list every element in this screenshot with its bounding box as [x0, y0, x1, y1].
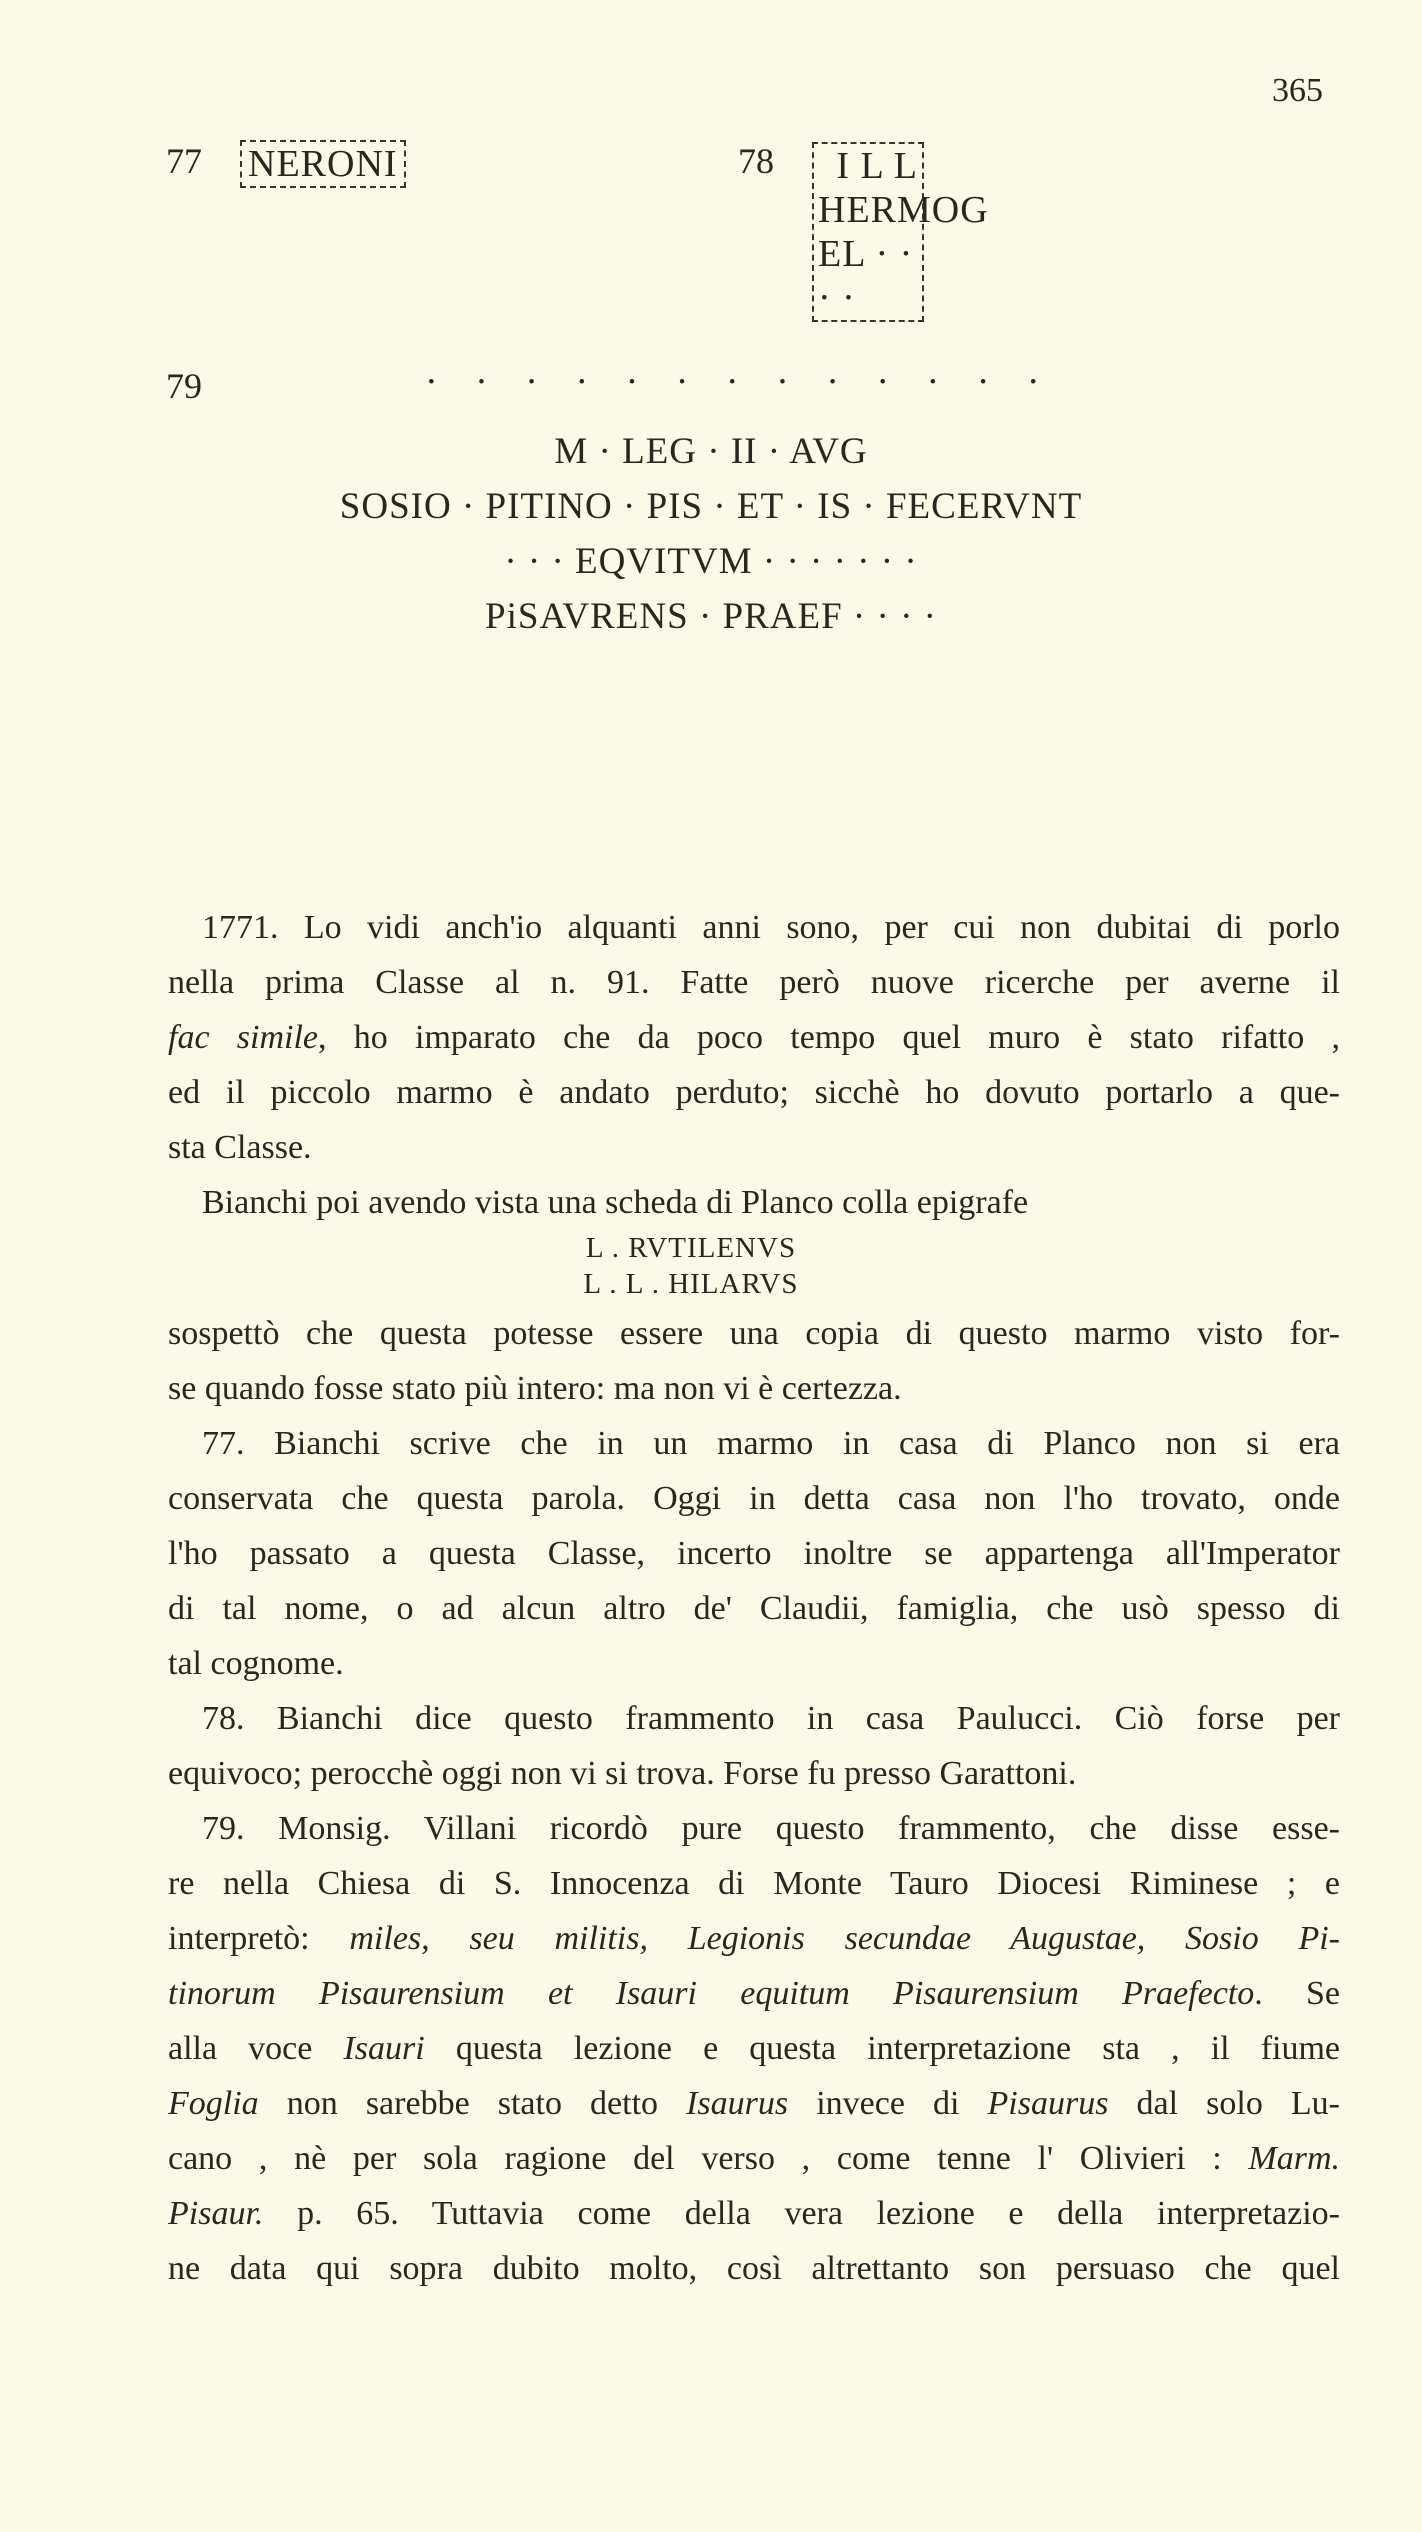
inscription-78-fragment	[812, 142, 989, 322]
text-line	[168, 1120, 1340, 1175]
page-number: 365	[1272, 72, 1323, 109]
italic-text: Isauri	[343, 2030, 425, 2067]
inscription-79-dots: · · · · · · · · · · · · ·	[425, 361, 1054, 403]
italic-text: fac simile	[168, 1019, 319, 1056]
text-segment: nella prima Classe al n. 91. Fatte però nuove ricerche per averne il	[168, 964, 1340, 1001]
text-line	[168, 1065, 1340, 1120]
text-segment: 1771. Lo vidi anch'io alquanti anni sono, per cui non dubitai di porlo	[202, 909, 1340, 946]
text-segment: Bianchi poi avendo vista una scheda di Planco colla epigrafe	[202, 1184, 1029, 1221]
italic-text: Pisaur.	[168, 2195, 264, 2232]
text-segment: tal cognome.	[168, 1645, 344, 1682]
inscription-77-number: 77	[166, 141, 202, 181]
text-line	[168, 2186, 1340, 2241]
inscription-79-line: PiSAVRENS · PRAEF · · · ·	[485, 596, 937, 637]
italic-text: Foglia	[168, 2085, 259, 2122]
text-segment: equivoco; perocchè oggi non vi si trova. Forse fu presso Garattoni.	[168, 1755, 1077, 1792]
text-segment: 79. Monsig. Villani ricordò pure questo frammento, che disse esse-	[202, 1810, 1340, 1847]
text-line	[168, 1526, 1340, 1581]
text-segment: ne data qui sopra dubito molto, così altrettanto son persuaso che quel	[168, 2250, 1340, 2287]
inscription-79-number: 79	[166, 366, 202, 406]
italic-text: Pisaurus	[987, 2085, 1109, 2122]
text-line	[168, 2241, 1340, 2296]
text-segment: interpretò:	[168, 1920, 350, 1957]
inscription-78-line: HERMOG	[818, 189, 989, 231]
text-line	[168, 1175, 1340, 1230]
text-line	[168, 1691, 1340, 1746]
italic-text: Isaurus	[686, 2085, 789, 2122]
text-segment: 78. Bianchi dice questo frammento in casa Paulucci. Ciò forse per	[202, 1700, 1340, 1737]
text-line	[168, 1636, 1340, 1691]
inscription-78-line: I L L	[836, 145, 918, 187]
text-segment: . Se	[1254, 1975, 1341, 2012]
text-line	[168, 1416, 1340, 1471]
planco-inscription-line: L . RVTILENVS	[585, 1232, 797, 1264]
text-segment: di tal nome, o ad alcun altro de' Claudii, famiglia, che usò spesso di	[168, 1590, 1340, 1627]
inscription-78-number: 78	[738, 141, 774, 181]
text-segment: invece di	[788, 2085, 988, 2122]
text-line	[168, 1010, 1340, 1065]
text-line	[168, 2131, 1340, 2186]
text-segment: dal solo Lu-	[1108, 2085, 1340, 2122]
inscription-79-line: M · LEG · II · AVG	[554, 431, 868, 472]
text-block-1771	[168, 900, 1340, 1230]
text-segment: , ho imparato che da poco tempo quel muro è stato rifatto ,	[318, 1019, 1340, 1056]
text-line	[168, 1856, 1340, 1911]
text-line	[168, 1911, 1340, 1966]
text-line	[168, 1801, 1340, 1856]
text-segment: alla voce	[168, 2030, 344, 2067]
text-segment: cano , nè per sola ragione del verso , come tenne l' Olivieri :	[168, 2140, 1249, 2177]
text-line	[168, 2076, 1340, 2131]
text-line	[168, 1966, 1340, 2021]
text-segment: sospettò che questa potesse essere una copia di questo marmo visto for-	[168, 1315, 1340, 1352]
text-segment: 77. Bianchi scrive che in un marmo in casa di Planco non si era	[202, 1425, 1340, 1462]
text-segment: questa lezione e questa interpretazione sta , il fiume	[424, 2030, 1341, 2067]
text-segment: l'ho passato a questa Classe, incerto inoltre se appartenga all'Imperator	[168, 1535, 1340, 1572]
text-segment: sta Classe.	[168, 1129, 312, 1166]
text-segment: se quando fosse stato più intero: ma non vi è certezza.	[168, 1370, 902, 1407]
text-line	[168, 1361, 1340, 1416]
text-segment: re nella Chiesa di S. Innocenza di Monte Tauro Diocesi Riminese ; e	[168, 1865, 1340, 1902]
inscription-78-line: EL · · · ·	[818, 233, 914, 319]
text-line	[168, 1746, 1340, 1801]
text-segment: non sarebbe stato detto	[258, 2085, 687, 2122]
planco-inscription-line: L . L . HILARVS	[583, 1268, 799, 1300]
inscription-79-line: SOSIO · PITINO · PIS · ET · IS · FECERVNT	[339, 486, 1083, 527]
italic-text: Marm.	[1248, 2140, 1340, 2177]
italic-text: miles, seu militis, Legionis secundae Augustae, Sosio Pi-	[349, 1920, 1340, 1957]
inscription-77-fragment: NERONI	[240, 140, 406, 188]
text-line	[168, 1581, 1340, 1636]
text-block-commentary	[168, 1306, 1340, 2296]
text-segment: ed il piccolo marmo è andato perduto; sicchè ho dovuto portarlo a que-	[168, 1074, 1340, 1111]
text-line	[168, 900, 1340, 955]
text-line	[168, 1306, 1340, 1361]
italic-text: tinorum Pisaurensium et Isauri equitum Pisaurensium Praefecto	[168, 1975, 1255, 2012]
text-segment: p. 65. Tuttavia come della vera lezione e della interpretazio-	[263, 2195, 1340, 2232]
text-line	[168, 1471, 1340, 1526]
inscription-79-line: · · · EQVITVM · · · · · · ·	[504, 541, 918, 582]
text-line	[168, 955, 1340, 1010]
text-line	[168, 2021, 1340, 2076]
text-segment: conservata che questa parola. Oggi in detta casa non l'ho trovato, onde	[168, 1480, 1340, 1517]
